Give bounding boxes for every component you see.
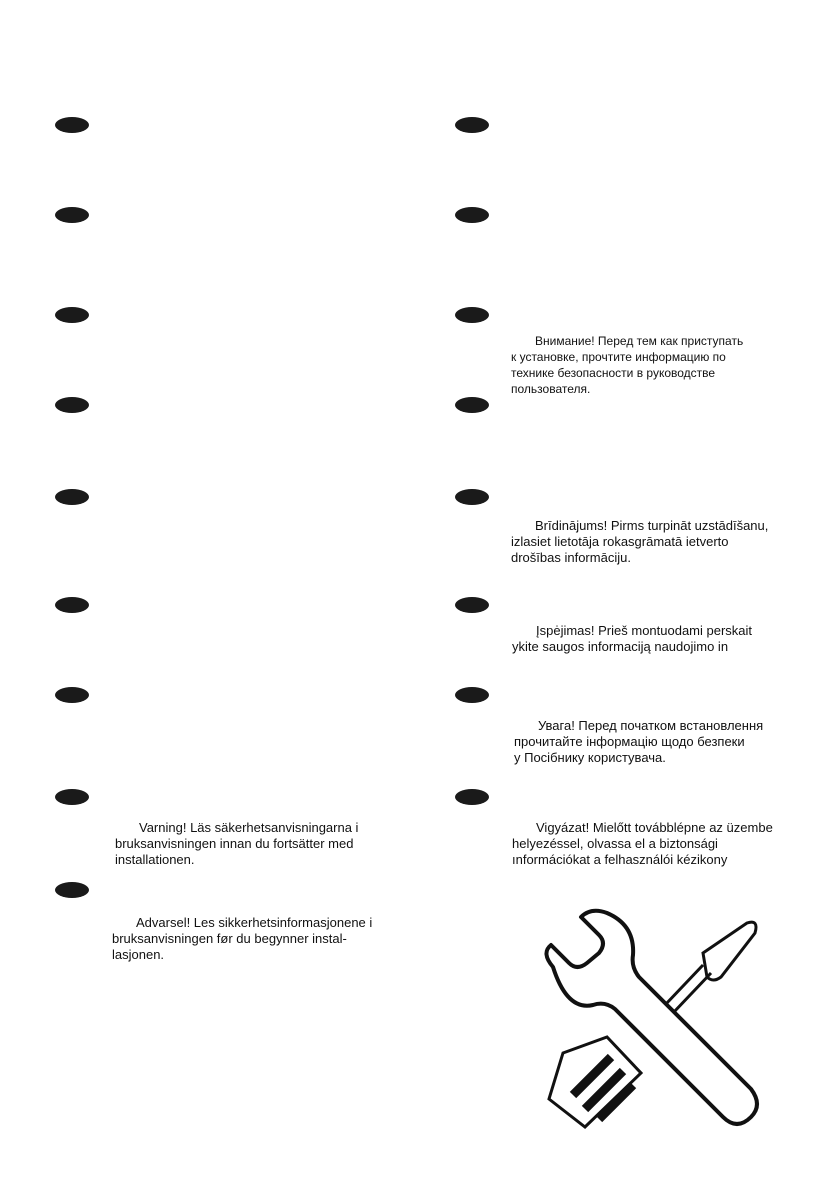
language-badge-right-8 (455, 789, 489, 805)
wrench-screwdriver-icon (515, 895, 795, 1145)
warning-line: lasjonen. (112, 947, 165, 962)
warning-text-swedish (115, 820, 385, 868)
warning-line: helyezéssel, olvassa el a biztonsági (512, 836, 718, 851)
warning-text-latvian (511, 518, 791, 566)
warning-line: Varning! Läs säkerhetsanvisningarna i (139, 820, 359, 835)
warning-line: drošības informāciju. (511, 550, 631, 565)
language-badge-left-4 (55, 397, 89, 413)
warning-text-hungarian (512, 820, 797, 868)
warning-line: Увага! Перед початком встановлення (538, 718, 764, 733)
language-badge-right-4 (455, 397, 489, 413)
language-badge-left-3 (55, 307, 89, 323)
language-badge-left-7 (55, 687, 89, 703)
warning-line: к установке, прочтите информацию по (511, 350, 726, 364)
language-badge-left-6 (55, 597, 89, 613)
warning-line: Внимание! Перед тем как приступать (535, 334, 744, 348)
language-badge-right-5 (455, 489, 489, 505)
warning-line: прочитайте інформацію щодо безпеки (514, 734, 745, 749)
warning-line: installationen. (115, 852, 195, 867)
warning-line: bruksanvisningen innan du fortsätter med (115, 836, 354, 851)
warning-line: Brīdinājums! Pirms turpināt uzstādīšanu, (535, 518, 769, 533)
language-badge-left-1 (55, 117, 89, 133)
language-badge-left-8 (55, 789, 89, 805)
warning-line: izlasiet lietotāja rokasgrāmatā ietverto (511, 534, 729, 549)
language-badge-right-7 (455, 687, 489, 703)
warning-text-norwegian (112, 915, 382, 963)
warning-text-ukrainian (514, 718, 794, 766)
language-badge-left-5 (55, 489, 89, 505)
warning-text-russian (511, 333, 781, 397)
warning-line: ınformációkat a felhasználói kézikony (512, 852, 728, 867)
warning-line: bruksanvisningen før du begynner instal- (112, 931, 347, 946)
warning-line: у Посібнику користувача. (514, 750, 666, 765)
warning-line: Vigyázat! Mielőtt továbblépne az üzembe (536, 820, 773, 835)
language-badge-right-3 (455, 307, 489, 323)
language-badge-right-6 (455, 597, 489, 613)
warning-line: Advarsel! Les sikkerhetsinformasjonene i (136, 915, 373, 930)
warning-line: технике безопасности в руководстве (511, 366, 716, 380)
warning-line: пользователя. (511, 382, 591, 396)
warning-line: Įspėjimas! Prieš montuodami perskait (536, 623, 753, 638)
language-badge-right-2 (455, 207, 489, 223)
warning-text-lithuanian (512, 623, 792, 655)
language-badge-left-9 (55, 882, 89, 898)
warning-line: ykite saugos informaciją naudojimo in (512, 639, 729, 654)
language-badge-left-2 (55, 207, 89, 223)
language-badge-right-1 (455, 117, 489, 133)
